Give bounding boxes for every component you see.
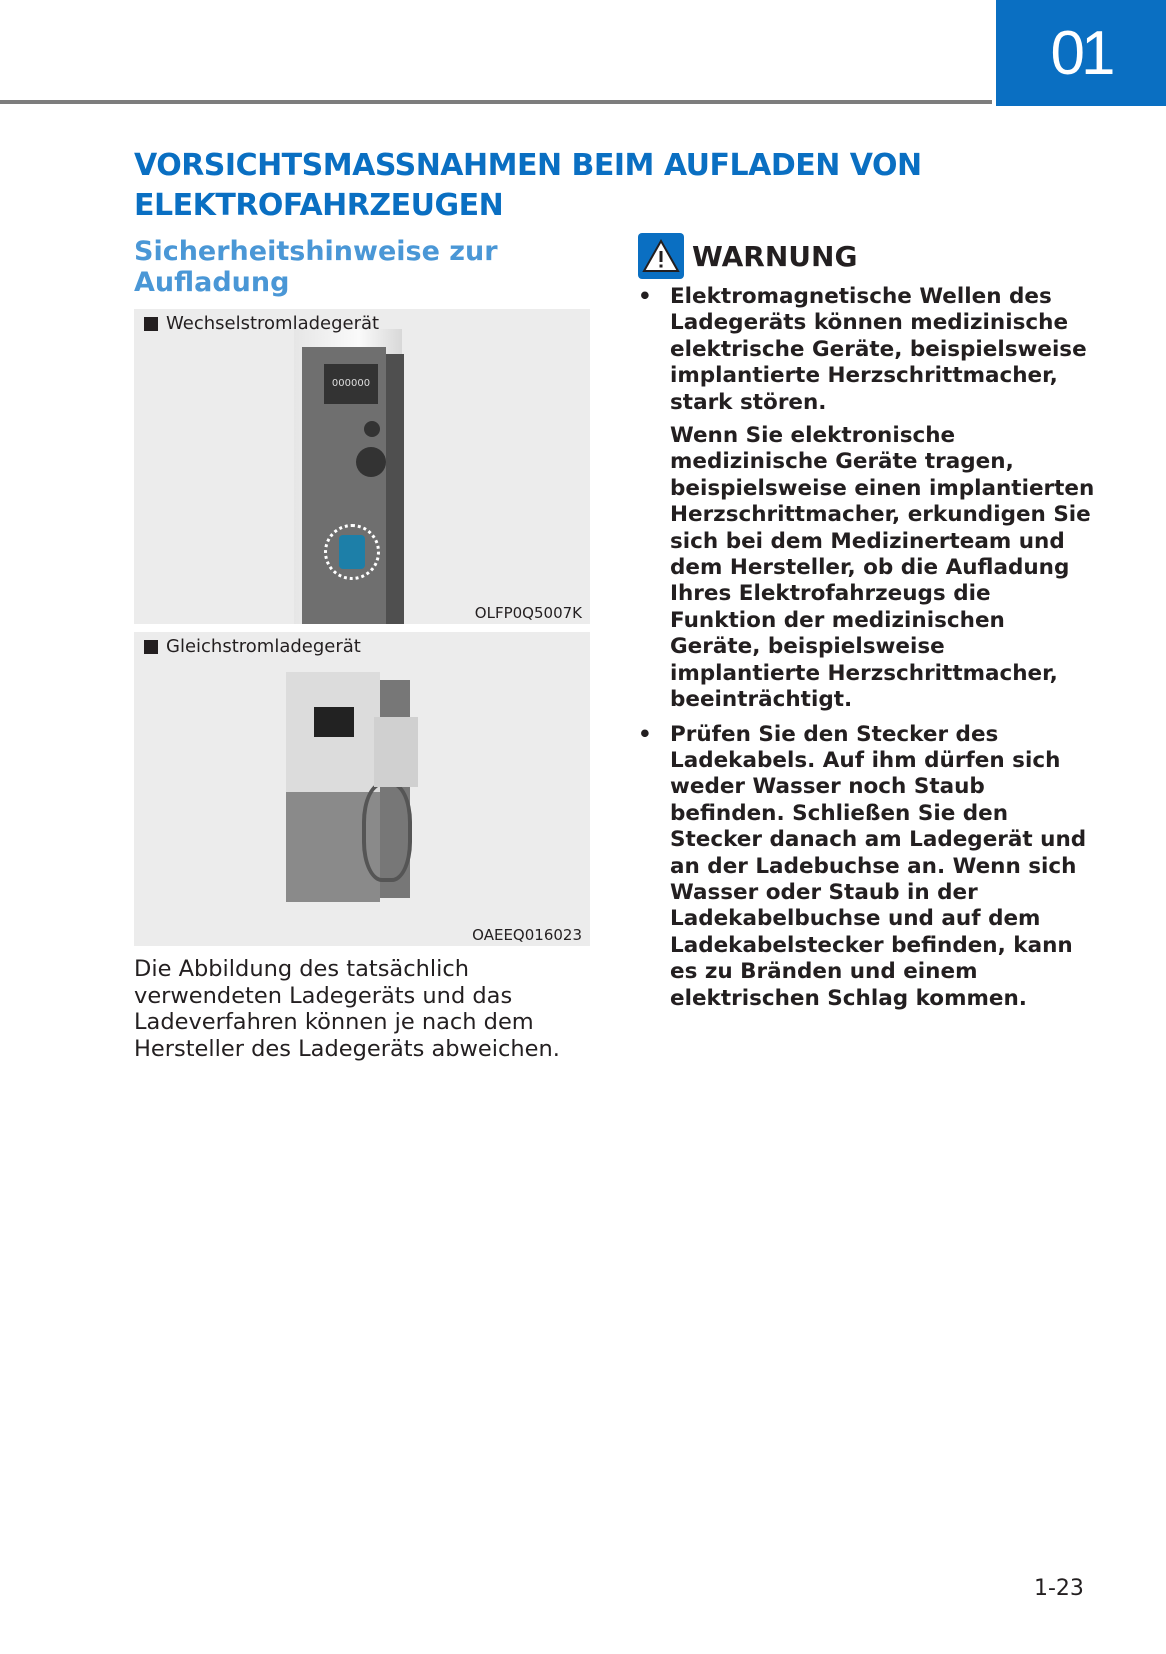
bullet-icon: •	[638, 721, 652, 747]
square-bullet-icon	[144, 317, 158, 331]
bullet-icon: •	[638, 284, 652, 309]
square-bullet-icon	[144, 640, 158, 654]
subsection-title: Sicherheitshinweise zur Aufladung	[134, 236, 498, 298]
warning-paragraph: Elektromagnetische Wellen des Ladegeräts können medizinische elektrische Geräte, beispielsweise implantierte Herzschrittmacher, stark stören.	[670, 284, 1087, 415]
warning-paragraph: Wenn Sie elektronische medizinische Geräte tragen, beispielsweise einen implantierten Herzschrittmacher, erkundigen Sie sich bei dem Medizinerteam und dem Hersteller, ob die Aufladung Ihres Elektrofahrzeugs die Funktion der medizinischen Geräte, beispielsweise implantierte Herzschrittmacher, beeinträchtigt.	[670, 423, 1095, 713]
ac-charger-knob	[356, 447, 386, 477]
figure-label	[144, 313, 379, 334]
dc-charger-holster	[374, 717, 418, 787]
figure-caption: Die Abbildung des tatsächlich verwendeten Ladegeräts und das Ladeverfahren können je nach dem Hersteller des Ladegeräts abweichen.	[134, 956, 560, 1062]
warning-item	[638, 722, 1098, 1012]
figure-dc-charger	[134, 632, 590, 946]
header-rule	[0, 100, 992, 104]
figure-label-text: Gleichstromladegerät	[166, 636, 361, 657]
ac-charger-side	[386, 354, 404, 624]
warning-list	[638, 284, 1098, 1020]
section-title: VORSICHTSMASSNAHMEN BEIM AUFLADEN VON ELEKTROFAHRZEUGEN	[134, 148, 922, 223]
ac-charger-button	[364, 421, 380, 437]
figure-label-text: Wechselstromladegerät	[166, 313, 380, 334]
figure-ac-charger	[134, 309, 590, 624]
warning-item	[638, 284, 1098, 714]
figure-code: OAEEQ016023	[472, 926, 582, 944]
chapter-tab: 01	[996, 0, 1166, 106]
warning-title: WARNUNG	[692, 239, 858, 273]
dc-charger-screen	[314, 707, 354, 737]
ac-charger-display: 000000	[324, 364, 378, 404]
figure-code: OLFP0Q5007K	[474, 604, 582, 622]
warning-triangle-icon	[638, 233, 684, 279]
dc-charger-cable	[362, 782, 412, 882]
ac-charger-socket	[324, 524, 380, 580]
page-number: 1-23	[1034, 1576, 1084, 1601]
warning-header	[638, 233, 857, 279]
warning-paragraph: Prüfen Sie den Stecker des Ladekabels. Auf ihm dürfen sich weder Wasser noch Staub befinden. Schließen Sie den Stecker danach am Ladegerät und an der Ladebuchse an. Wenn sich Wasser oder Staub in der Ladekabelbuchse und auf dem Ladekabelstecker befinden, kann es zu Bränden und einem elektrischen Schlag kommen.	[670, 721, 1087, 1011]
figure-label	[144, 636, 361, 657]
